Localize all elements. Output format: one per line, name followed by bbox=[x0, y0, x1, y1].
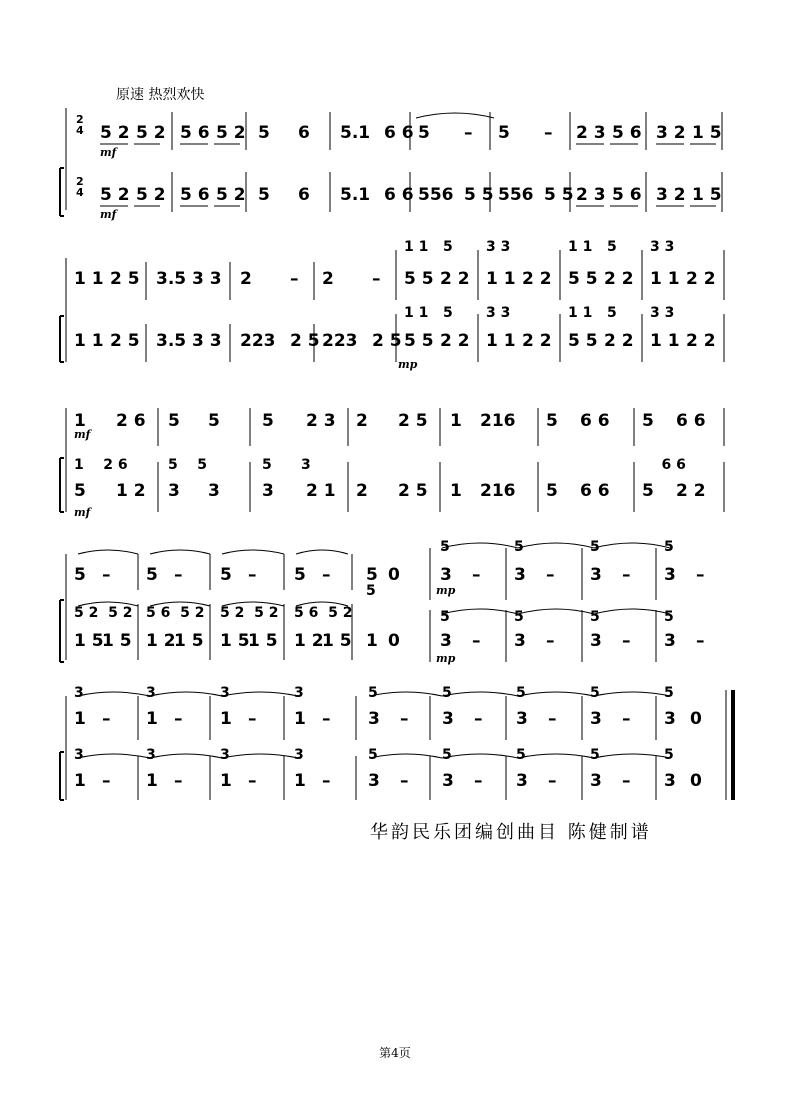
dynamic-mf: mf bbox=[100, 208, 117, 221]
note-bottom: – bbox=[322, 771, 331, 791]
note-bottom: 2 5 bbox=[398, 481, 428, 501]
note-top: 0 bbox=[388, 565, 400, 585]
note-bottom: 5 2 bbox=[136, 185, 166, 205]
note-upper: 5 3 bbox=[262, 457, 311, 473]
dynamic-mp: mp bbox=[398, 358, 418, 371]
note-upper: 3 3 bbox=[650, 239, 675, 255]
note-top: – bbox=[290, 269, 299, 289]
note-top: 5 2 bbox=[216, 123, 246, 143]
note-top: 1 bbox=[146, 709, 158, 729]
note-top: 5 bbox=[642, 411, 654, 431]
note-bottom: – bbox=[174, 771, 183, 791]
note-bottom: 3 bbox=[168, 481, 180, 501]
note-top: – bbox=[248, 565, 257, 585]
note-upper: 5 bbox=[516, 685, 526, 701]
note-bottom: 5 5 bbox=[544, 185, 574, 205]
note-top: 216 bbox=[480, 411, 516, 431]
note-top: – bbox=[174, 565, 183, 585]
note-bottom: 2 2 bbox=[676, 481, 706, 501]
note-top: 5 bbox=[262, 411, 274, 431]
note-top: 1 1 bbox=[486, 269, 516, 289]
note-bottom: 3 bbox=[516, 771, 528, 791]
note-bottom: 3 bbox=[590, 631, 602, 651]
note-top: 3 bbox=[590, 709, 602, 729]
note-top: 5 2 bbox=[136, 123, 166, 143]
note-bottom: 3 bbox=[664, 631, 676, 651]
note-upper: 5 bbox=[368, 747, 378, 763]
note-upper: 6 6 bbox=[642, 457, 686, 473]
note-top: – bbox=[548, 709, 557, 729]
note-top: – bbox=[372, 269, 381, 289]
note-bottom: 5 6 bbox=[180, 185, 210, 205]
note-bottom: 1 2 bbox=[294, 631, 324, 651]
note-upper: 3 bbox=[146, 685, 156, 701]
note-top: 0 bbox=[690, 709, 702, 729]
note-bottom: 1 5 bbox=[248, 631, 278, 651]
note-top: 3 bbox=[368, 709, 380, 729]
note-top: 3 3 bbox=[192, 269, 222, 289]
note-top: 3 bbox=[664, 709, 676, 729]
note-bottom: 3.5 bbox=[156, 331, 187, 351]
note-upper: 5 2 5 2 bbox=[74, 605, 133, 621]
note-top: 1 bbox=[450, 411, 462, 431]
note-bottom: 1 5 bbox=[322, 631, 352, 651]
note-bottom: 2 2 bbox=[522, 331, 552, 351]
note-top: 5 6 bbox=[612, 123, 642, 143]
note-top: 3.5 bbox=[156, 269, 187, 289]
note-bottom: 1 bbox=[220, 771, 232, 791]
note-upper: 1 2 6 bbox=[74, 457, 128, 473]
note-top: 6 6 bbox=[580, 411, 610, 431]
note-top: 1 1 bbox=[74, 269, 104, 289]
note-bottom: 556 bbox=[418, 185, 454, 205]
note-upper: 1 1 5 bbox=[568, 305, 617, 321]
note-bottom: 2 1 bbox=[306, 481, 336, 501]
note-upper: 3 3 bbox=[486, 305, 511, 321]
note-top: 6 bbox=[298, 123, 310, 143]
note-top: 5 bbox=[220, 565, 232, 585]
note-top: – bbox=[322, 709, 331, 729]
credit-line: 华韵民乐团编创曲目 陈健制谱 bbox=[370, 822, 652, 843]
note-top: 5 bbox=[168, 411, 180, 431]
note-bottom: 556 bbox=[498, 185, 534, 205]
note-top: 5 bbox=[146, 565, 158, 585]
note-top: – bbox=[102, 709, 111, 729]
note-bottom: 5 bbox=[74, 481, 86, 501]
time-sig-num: 2 bbox=[76, 113, 84, 126]
note-top: 2 2 bbox=[440, 269, 470, 289]
note-bottom: 1 bbox=[146, 771, 158, 791]
dynamic-mp: mp bbox=[436, 652, 456, 665]
note-top: 5 2 bbox=[100, 123, 130, 143]
note-top: – bbox=[400, 709, 409, 729]
note-upper: 5 bbox=[514, 539, 524, 555]
note-top: 2 6 bbox=[116, 411, 146, 431]
note-bottom: 1 1 bbox=[74, 331, 104, 351]
note-top: 1 5 bbox=[692, 123, 722, 143]
note-upper: 5 2 5 2 bbox=[220, 605, 279, 621]
note-bottom: 3 bbox=[368, 771, 380, 791]
note-bottom: 6 bbox=[298, 185, 310, 205]
note-top: 2 2 bbox=[686, 269, 716, 289]
dynamic-mf: mf bbox=[74, 506, 91, 519]
note-bottom: 0 bbox=[388, 631, 400, 651]
note-bottom: 2 bbox=[356, 481, 368, 501]
note-top: 5 6 bbox=[180, 123, 210, 143]
note-top: 2 3 bbox=[306, 411, 336, 431]
note-upper: 5 bbox=[664, 685, 674, 701]
note-bottom: 5 bbox=[546, 481, 558, 501]
note-bottom: 3 bbox=[208, 481, 220, 501]
note-top: 2 bbox=[356, 411, 368, 431]
note-bottom: 5 5 bbox=[404, 331, 434, 351]
note-bottom: 5 5 bbox=[568, 331, 598, 351]
note-top: 5 bbox=[366, 565, 378, 585]
note-upper: 5 bbox=[590, 539, 600, 555]
note-upper: 5 bbox=[664, 539, 674, 555]
note-top: – bbox=[174, 709, 183, 729]
note-top: 5 bbox=[546, 411, 558, 431]
note-bottom: 3 bbox=[262, 481, 274, 501]
note-bottom: 216 bbox=[480, 481, 516, 501]
note-upper: 1 1 5 bbox=[568, 239, 617, 255]
note-bottom: 6 6 bbox=[580, 481, 610, 501]
note-top: 1 bbox=[220, 709, 232, 729]
note-bottom: 1 5 bbox=[74, 631, 104, 651]
note-bottom: 1 bbox=[294, 771, 306, 791]
note-top: 6 6 bbox=[676, 411, 706, 431]
note-bottom: 1 1 bbox=[486, 331, 516, 351]
note-bottom: – bbox=[474, 771, 483, 791]
note-top: – bbox=[622, 565, 631, 585]
dynamic-mf: mf bbox=[74, 428, 91, 441]
note-upper: 5 bbox=[516, 747, 526, 763]
note-bottom: 5 5 bbox=[464, 185, 494, 205]
note-top: – bbox=[544, 123, 553, 143]
note-top: 5 bbox=[258, 123, 270, 143]
note-bottom: – bbox=[248, 771, 257, 791]
note-upper: 5 bbox=[590, 609, 600, 625]
note-bottom: 1 5 bbox=[692, 185, 722, 205]
dynamic-mf: mf bbox=[100, 146, 117, 159]
note-bottom: 5.1 bbox=[340, 185, 371, 205]
note-upper: 3 bbox=[294, 685, 304, 701]
time-signature-bottom bbox=[76, 176, 84, 198]
note-upper: 5 bbox=[440, 609, 450, 625]
note-bottom: 2 5 bbox=[290, 331, 320, 351]
note-top: 3 bbox=[514, 565, 526, 585]
note-bottom: 5 2 bbox=[216, 185, 246, 205]
note-top: 3 bbox=[440, 565, 452, 585]
note-upper: 5 5 bbox=[168, 457, 207, 473]
note-top: – bbox=[472, 565, 481, 585]
note-top: 3 bbox=[664, 565, 676, 585]
note-upper: 5 6 5 2 bbox=[146, 605, 205, 621]
note-top: 2 bbox=[240, 269, 252, 289]
note-top: 2 bbox=[322, 269, 334, 289]
note-bottom: 5 2 bbox=[100, 185, 130, 205]
note-top: 3 2 bbox=[656, 123, 686, 143]
note-bottom: 1 1 bbox=[650, 331, 680, 351]
note-top: 1 1 bbox=[650, 269, 680, 289]
note-upper: 5 bbox=[590, 685, 600, 701]
note-top: 5 bbox=[74, 565, 86, 585]
note-top: – bbox=[474, 709, 483, 729]
note-upper: 3 bbox=[294, 747, 304, 763]
note-bottom: 5 bbox=[642, 481, 654, 501]
note-bottom: 3 bbox=[514, 631, 526, 651]
note-upper: 5 bbox=[664, 609, 674, 625]
note-bottom: – bbox=[622, 631, 631, 651]
note-top: 5.1 bbox=[340, 123, 371, 143]
note-bottom: 2 5 bbox=[372, 331, 402, 351]
time-signature-top bbox=[76, 114, 84, 136]
note-upper: 1 1 5 bbox=[404, 239, 453, 255]
note-bottom: 3 2 bbox=[656, 185, 686, 205]
note-bottom: – bbox=[546, 631, 555, 651]
note-upper: 5 bbox=[590, 747, 600, 763]
note-top: – bbox=[546, 565, 555, 585]
note-bottom: 5 6 bbox=[612, 185, 642, 205]
note-top: 6 6 bbox=[384, 123, 414, 143]
note-upper: 3 3 bbox=[650, 305, 675, 321]
note-bottom: 223 bbox=[322, 331, 358, 351]
note-bottom: 2 2 bbox=[604, 331, 634, 351]
note-bottom: 3 bbox=[664, 771, 676, 791]
note-upper: 3 bbox=[74, 747, 84, 763]
note-upper: 3 bbox=[74, 685, 84, 701]
note-upper: 3 bbox=[146, 747, 156, 763]
note-bottom: 6 6 bbox=[384, 185, 414, 205]
time-sig-den: 4 bbox=[76, 124, 84, 137]
note-bottom: 3 bbox=[442, 771, 454, 791]
note-bottom: 2 5 bbox=[110, 331, 140, 351]
note-top: – bbox=[622, 709, 631, 729]
time-sig-den: 4 bbox=[76, 186, 84, 199]
page-number: 第4页 bbox=[379, 1046, 411, 1060]
note-upper: 5 bbox=[664, 747, 674, 763]
note-bottom: 2 2 bbox=[686, 331, 716, 351]
note-top: – bbox=[696, 565, 705, 585]
note-top: 2 5 bbox=[398, 411, 428, 431]
note-top: – bbox=[464, 123, 473, 143]
note-bottom: 1 5 bbox=[220, 631, 250, 651]
dynamic-mp: mp bbox=[436, 584, 456, 597]
note-bottom: – bbox=[400, 771, 409, 791]
note-top: 2 3 bbox=[576, 123, 606, 143]
note-top: 3 bbox=[442, 709, 454, 729]
note-top: 1 bbox=[74, 709, 86, 729]
note-upper: 3 bbox=[220, 685, 230, 701]
note-top: 1 bbox=[294, 709, 306, 729]
note-bottom: 2 2 bbox=[440, 331, 470, 351]
note-top: 2 5 bbox=[110, 269, 140, 289]
note-top: – bbox=[102, 565, 111, 585]
note-upper: 5 bbox=[366, 583, 376, 599]
note-top: 2 2 bbox=[522, 269, 552, 289]
note-bottom: 3 bbox=[590, 771, 602, 791]
note-bottom: 2 3 bbox=[576, 185, 606, 205]
note-bottom: 1 5 bbox=[102, 631, 132, 651]
note-bottom: 1 2 bbox=[146, 631, 176, 651]
note-top: 5 bbox=[418, 123, 430, 143]
note-top: 5 bbox=[294, 565, 306, 585]
note-bottom: – bbox=[472, 631, 481, 651]
note-bottom: 1 5 bbox=[174, 631, 204, 651]
note-bottom: 1 2 bbox=[116, 481, 146, 501]
note-bottom: – bbox=[102, 771, 111, 791]
note-bottom: 1 bbox=[450, 481, 462, 501]
note-upper: 3 3 bbox=[486, 239, 511, 255]
time-sig-num: 2 bbox=[76, 175, 84, 188]
note-top: – bbox=[322, 565, 331, 585]
note-upper: 5 bbox=[368, 685, 378, 701]
note-top: 5 5 bbox=[568, 269, 598, 289]
note-bottom: – bbox=[696, 631, 705, 651]
note-upper: 5 bbox=[442, 685, 452, 701]
tempo-marking: 原速 热烈欢快 bbox=[116, 87, 205, 103]
note-upper: 5 bbox=[442, 747, 452, 763]
note-top: 5 5 bbox=[404, 269, 434, 289]
note-bottom: 3 bbox=[440, 631, 452, 651]
note-bottom: 0 bbox=[690, 771, 702, 791]
note-upper: 3 bbox=[220, 747, 230, 763]
note-top: – bbox=[248, 709, 257, 729]
note-upper: 5 bbox=[440, 539, 450, 555]
note-bottom: – bbox=[548, 771, 557, 791]
note-bottom: 3 3 bbox=[192, 331, 222, 351]
note-bottom: – bbox=[622, 771, 631, 791]
note-upper: 5 bbox=[514, 609, 524, 625]
note-top: 1 bbox=[74, 411, 86, 431]
note-top: 3 bbox=[516, 709, 528, 729]
note-top: 3 bbox=[590, 565, 602, 585]
note-upper: 1 1 5 bbox=[404, 305, 453, 321]
note-upper: 5 6 5 2 bbox=[294, 605, 353, 621]
note-bottom: 223 bbox=[240, 331, 276, 351]
note-bottom: 5 bbox=[258, 185, 270, 205]
note-top: 5 bbox=[498, 123, 510, 143]
note-top: 5 bbox=[208, 411, 220, 431]
note-bottom: 1 bbox=[366, 631, 378, 651]
note-top: 2 2 bbox=[604, 269, 634, 289]
note-bottom: 1 bbox=[74, 771, 86, 791]
